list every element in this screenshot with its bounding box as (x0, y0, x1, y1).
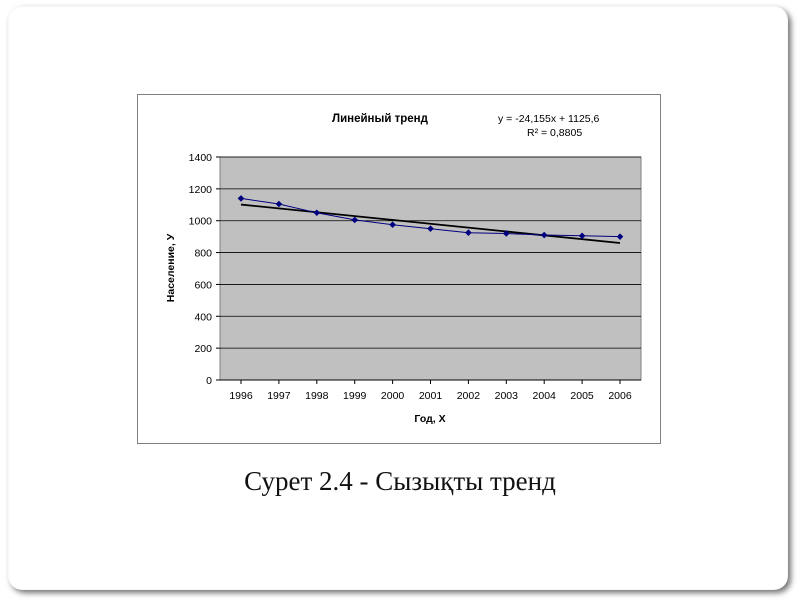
y-tick-label: 600 (194, 279, 212, 292)
x-tick-label: 1997 (267, 390, 291, 402)
x-tick-label: 1996 (229, 390, 253, 402)
y-tick-label: 400 (194, 311, 212, 324)
x-tick-labels (229, 390, 632, 402)
trend-equation: y = -24,155x + 1125,6 (498, 113, 600, 125)
y-tick-label: 200 (194, 343, 212, 356)
y-tick-label: 1400 (188, 152, 212, 164)
x-tick-label: 2004 (532, 390, 556, 402)
r-squared: R² = 0,8805 (527, 127, 583, 139)
y-tick-label: 0 (206, 375, 212, 387)
y-tick-label: 1000 (188, 215, 212, 228)
chart-panel (137, 94, 661, 444)
slide-caption: Сурет 2.4 - Сызықты тренд (244, 466, 556, 496)
line-chart (138, 95, 660, 443)
x-axis-label: Год, X (414, 413, 446, 425)
y-tick-labels (189, 152, 213, 387)
y-axis-label: Население, У (165, 233, 177, 303)
y-tick-label: 800 (194, 247, 212, 260)
x-tick-label: 2006 (608, 390, 632, 402)
x-tick-label: 2001 (418, 390, 443, 402)
x-tick-label: 2005 (570, 390, 594, 402)
chart-title: Линейный тренд (332, 113, 428, 125)
x-tick-label: 2002 (456, 390, 481, 402)
x-tick-label: 2003 (494, 390, 518, 402)
y-tick-label: 1200 (188, 183, 212, 196)
x-tick-label: 1999 (343, 390, 367, 402)
x-tick-label: 2000 (380, 390, 405, 402)
x-tick-label: 1998 (305, 390, 329, 402)
plot-area (220, 157, 641, 380)
